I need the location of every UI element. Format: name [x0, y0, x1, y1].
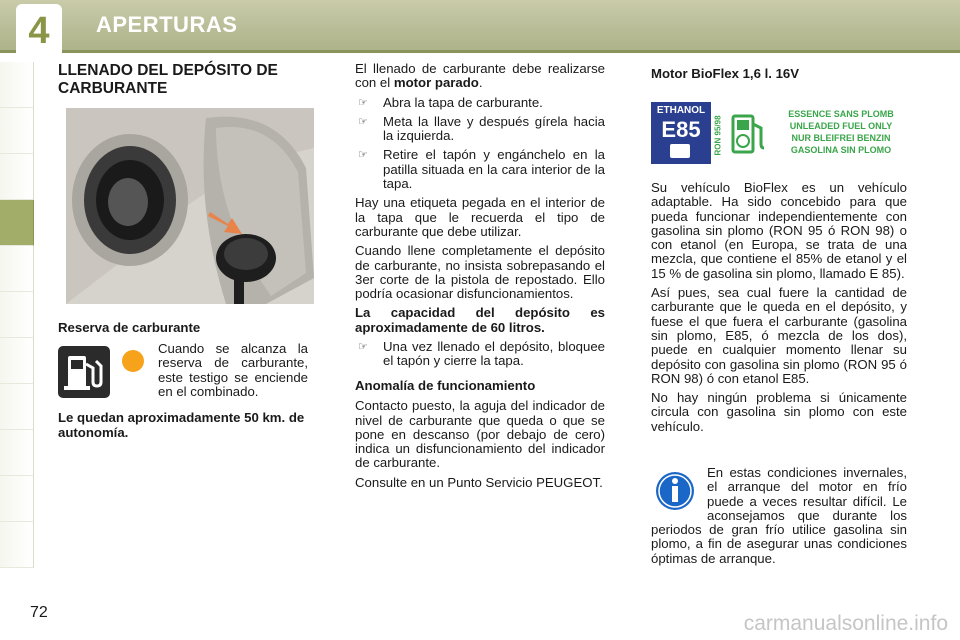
consult-text: Consulte en un Punto Servicio PEUGEOT.: [355, 474, 603, 490]
ethanol-badge: [651, 102, 711, 164]
side-tab[interactable]: [0, 154, 34, 200]
chapter-number: 4: [28, 9, 50, 52]
side-tab-active[interactable]: [0, 200, 34, 246]
list-item-text: Una vez llenado el depósito, bloquee el tapón y cierre la tapa.: [383, 339, 605, 369]
manual-book-icon: [670, 144, 690, 158]
side-tab[interactable]: [0, 430, 34, 476]
bioflex-paragraph-2: Así pues, sea cual fuere la cantidad de carburante que le queda en el depósito, y fuese el que fuera el carburante (gasolina sin plomo, E85, ó mezcla de los dos), puede en cualquier momento llenar su depósito con gasolina sin plomo (RON 95 ó RON 98) ó con etanol E85.: [651, 285, 907, 386]
side-tabs: [0, 62, 34, 568]
intro-paragraph: [355, 62, 605, 91]
fuel-filler-icon: [66, 108, 314, 304]
anomaly-heading: Anomalía de funcionamiento: [355, 378, 536, 393]
anomaly-text: Contacto puesto, la aguja del indicador de nivel de carburante que queda o que se pone en descanso (por debajo de cero) indica un disfuncionamiento del indicador de carburante.: [355, 398, 605, 471]
bioflex-heading: Motor BioFlex 1,6 l. 16V: [651, 66, 800, 81]
anomaly-section: [355, 379, 605, 495]
list-item: [355, 340, 605, 369]
side-tab[interactable]: [0, 522, 34, 568]
fuel-pump-icon: [729, 110, 769, 158]
fuel-label-line: UNLEADED FUEL ONLY: [789, 121, 893, 131]
label-paragraph: Hay una etiqueta pegada en el interior de la tapa que le recuerda el tipo de carburante que debe utilizar.: [355, 195, 605, 239]
section-title: LLENADO DEL DEPÓSITO DE CARBURANTE: [58, 62, 278, 97]
fuel-label-line: GASOLINA SIN PLOMO: [790, 145, 892, 155]
ethanol-text: ETHANOL: [656, 105, 706, 116]
info-icon: [655, 470, 695, 512]
header-divider: [0, 50, 960, 53]
capacity-paragraph: La capacidad del depósito es aproximadamente de 60 litros.: [355, 305, 605, 335]
info-text: En estas condiciones invernales, el arranque del motor en frío puede a veces resultar difícil. Le aconsejamos que durante los periodos de gran frío utilice gasolina sin plomo, a fin de asegurar unas condiciones óptimas de arranque.: [651, 465, 907, 566]
pointer-icon: ☞: [358, 96, 368, 109]
page-title: APERTURAS: [96, 12, 238, 37]
watermark: carmanualsonline.info: [743, 612, 948, 635]
list-item: [355, 148, 605, 191]
pointer-icon: ☞: [358, 341, 368, 354]
fuel-label-line: ESSENCE SANS PLOMB: [788, 109, 894, 119]
intro-suffix: .: [478, 75, 483, 91]
pointer-icon: ☞: [358, 115, 368, 128]
side-tab[interactable]: [0, 384, 34, 430]
column-3: [651, 181, 907, 439]
fuel-cap-illustration: [66, 108, 314, 304]
side-tab[interactable]: [0, 108, 34, 154]
intro-bold: motor parado: [393, 75, 479, 91]
full-tank-paragraph: Cuando llene completamente el depósito de carburante, no insista sobrepasando el 3er corte de la pistola de repostado. Ello podría ocasionar disfuncionamientos.: [355, 243, 605, 302]
bioflex-paragraph-1: Su vehículo BioFlex es un vehículo adaptable. Ha sido concebido para que pueda funcionar independientemente con gasolina sin plomo (RON 95 ó RON 98) o con etanol (en Europa, se trata de una mezcla, que contiene el 85% de etanol y el 15 % de gasolina sin plomo, llamado E 85).: [651, 180, 907, 281]
fuel-type-label: [651, 102, 909, 164]
intro-text: El llenado de carburante debe realizarse con el: [355, 61, 605, 91]
bioflex-paragraph-3: No hay ningún problema si únicamente circula con gasolina sin plomo con este vehículo.: [651, 390, 907, 434]
list-item: [355, 115, 605, 144]
reserve-text: Cuando se alcanza la reserva de carburante, este testigo se enciende en el combinado.: [158, 341, 308, 399]
e85-text: E85: [661, 117, 701, 142]
side-tab[interactable]: [0, 338, 34, 384]
info-box: [651, 466, 907, 566]
column-2: [355, 62, 605, 374]
list-item-text: Retire el tapón y engánchelo en la patilla situada en la cara interior de la tapa.: [383, 147, 605, 192]
warning-lamp-icon: [122, 350, 144, 372]
page-number: 72: [30, 604, 48, 621]
side-tab[interactable]: [0, 476, 34, 522]
side-tab[interactable]: [0, 246, 34, 292]
ron-text: RON 95/98: [713, 115, 723, 156]
reserve-autonomy-note: Le quedan aproximadamente 50 km. de autonomía.: [58, 410, 305, 440]
fuel-label-line: NUR BLEIFREI BENZIN: [791, 133, 891, 143]
fuel-label-lines: [773, 108, 909, 156]
reserve-heading: Reserva de carburante: [58, 320, 201, 335]
side-tab[interactable]: [0, 62, 34, 108]
list-item-text: Meta la llave y después gírela hacia la izquierda.: [383, 113, 605, 144]
list-item: [355, 96, 605, 110]
pointer-icon: ☞: [358, 149, 368, 162]
side-tab[interactable]: [0, 292, 34, 338]
fuel-warning-icon: [58, 346, 110, 398]
list-item-text: Abra la tapa de carburante.: [383, 94, 543, 110]
